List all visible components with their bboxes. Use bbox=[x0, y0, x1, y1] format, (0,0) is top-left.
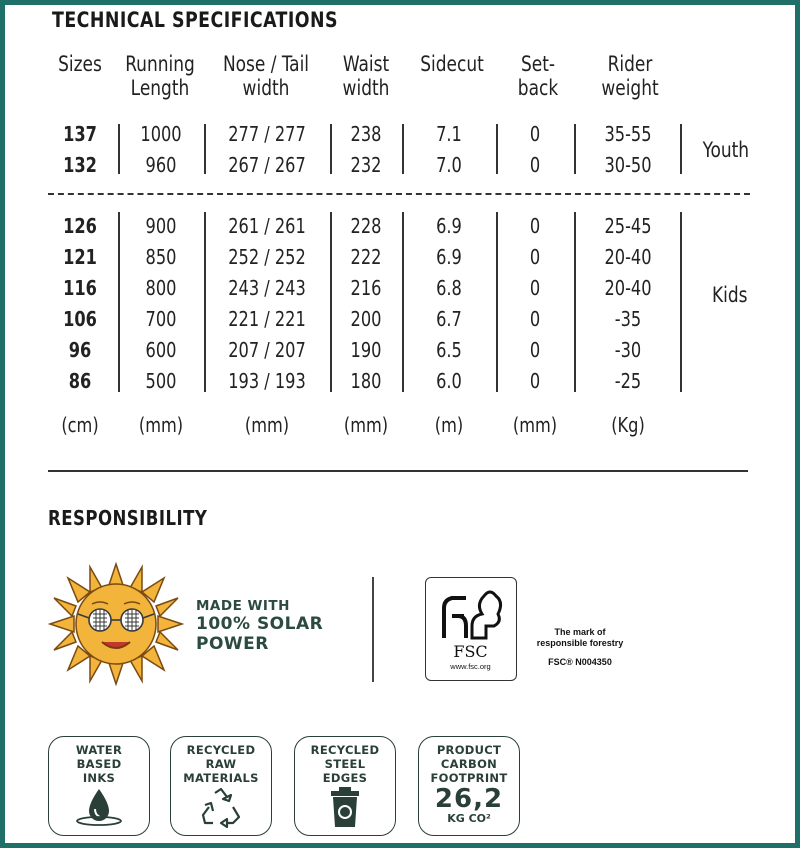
water-drop-icon bbox=[69, 785, 129, 827]
table-cell: 232 bbox=[350, 153, 382, 177]
unit-label: (mm) bbox=[244, 413, 290, 437]
table-cell: 6.7 bbox=[436, 307, 462, 331]
section-dashed-divider bbox=[48, 193, 750, 195]
table-cell: 0 bbox=[529, 122, 541, 146]
table-cell: 700 bbox=[145, 307, 177, 331]
carbon-footprint-value: 26,2 bbox=[434, 784, 504, 814]
table-cell: 6.9 bbox=[436, 245, 462, 269]
table-cell: 228 bbox=[350, 214, 382, 238]
header-waist-width: Waist width bbox=[342, 52, 390, 100]
table-cell: 0 bbox=[529, 307, 541, 331]
table-cell: 180 bbox=[350, 369, 382, 393]
table-cell: 0 bbox=[529, 153, 541, 177]
table-cell: 222 bbox=[350, 245, 382, 269]
solar-power-text: MADE WITH 100% SOLAR POWER bbox=[196, 598, 324, 654]
table-cell: 216 bbox=[350, 276, 382, 300]
unit-label: (m) bbox=[434, 413, 464, 437]
table-cell: 193 / 193 bbox=[228, 369, 306, 393]
table-cell: 6.0 bbox=[436, 369, 462, 393]
column-divider bbox=[402, 212, 404, 392]
carbon-footprint-unit: KG CO² bbox=[447, 812, 491, 825]
column-divider bbox=[204, 124, 206, 174]
column-divider bbox=[574, 212, 576, 392]
table-cell: 0 bbox=[529, 276, 541, 300]
table-cell: 900 bbox=[145, 214, 177, 238]
recycle-icon bbox=[199, 785, 243, 829]
table-cell: 0 bbox=[529, 369, 541, 393]
fsc-logo bbox=[425, 577, 517, 681]
table-cell: 20-40 bbox=[604, 276, 652, 300]
table-cell: 243 / 243 bbox=[228, 276, 306, 300]
table-cell: 850 bbox=[145, 245, 177, 269]
badge-water-based-inks: WATER BASED INKS bbox=[48, 736, 150, 836]
table-cell: 190 bbox=[350, 338, 382, 362]
badge-recycled-raw-materials: RECYCLED RAW MATERIALS bbox=[170, 736, 272, 836]
table-cell: 200 bbox=[350, 307, 382, 331]
unit-label: (cm) bbox=[61, 413, 99, 437]
table-cell: 35-55 bbox=[604, 122, 652, 146]
unit-label: (mm) bbox=[512, 413, 558, 437]
table-cell: 800 bbox=[145, 276, 177, 300]
sun-icon bbox=[46, 562, 186, 686]
table-cell: 132 bbox=[63, 153, 97, 177]
column-divider bbox=[402, 124, 404, 174]
fsc-tagline: The mark of responsible forestry FSC® N004350 bbox=[536, 627, 624, 667]
table-cell: 7.0 bbox=[436, 153, 462, 177]
section-divider bbox=[48, 470, 748, 472]
table-cell: 6.8 bbox=[436, 276, 462, 300]
column-divider bbox=[118, 212, 120, 392]
column-divider bbox=[496, 212, 498, 392]
unit-label: (mm) bbox=[343, 413, 389, 437]
column-divider bbox=[204, 212, 206, 392]
table-cell: 267 / 267 bbox=[228, 153, 306, 177]
table-cell: -25 bbox=[614, 369, 642, 393]
spec-title: TECHNICAL SPECIFICATIONS bbox=[52, 8, 338, 32]
table-cell: 121 bbox=[63, 245, 97, 269]
table-cell: -35 bbox=[614, 307, 642, 331]
logo-separator bbox=[372, 577, 374, 682]
table-cell: 86 bbox=[68, 369, 92, 393]
group-label-kids: Kids bbox=[711, 283, 748, 307]
responsibility-title: RESPONSIBILITY bbox=[48, 506, 208, 530]
table-cell: 25-45 bbox=[604, 214, 652, 238]
table-cell: 6.9 bbox=[436, 214, 462, 238]
recycle-bin-icon bbox=[325, 785, 365, 829]
table-cell: 277 / 277 bbox=[228, 122, 306, 146]
header-nose-tail-width: Nose / Tail width bbox=[222, 52, 310, 100]
table-cell: 126 bbox=[63, 214, 97, 238]
column-divider bbox=[680, 124, 682, 174]
badge-recycled-steel-edges: RECYCLED STEEL EDGES bbox=[294, 736, 396, 836]
table-cell: 6.5 bbox=[436, 338, 462, 362]
table-cell: -30 bbox=[614, 338, 642, 362]
table-cell: 106 bbox=[63, 307, 97, 331]
column-divider bbox=[496, 124, 498, 174]
table-cell: 96 bbox=[68, 338, 92, 362]
table-cell: 261 / 261 bbox=[228, 214, 306, 238]
table-cell: 116 bbox=[63, 276, 97, 300]
table-cell: 7.1 bbox=[436, 122, 462, 146]
header-running-length: Running Length bbox=[125, 52, 195, 100]
table-cell: 252 / 252 bbox=[228, 245, 306, 269]
table-cell: 0 bbox=[529, 214, 541, 238]
column-divider bbox=[118, 124, 120, 174]
table-cell: 207 / 207 bbox=[228, 338, 306, 362]
header-sidecut: Sidecut bbox=[420, 52, 484, 76]
badge-carbon-footprint: PRODUCT CARBON FOOTPRINT 26,2 KG CO² bbox=[418, 736, 520, 836]
table-cell: 500 bbox=[145, 369, 177, 393]
fsc-label: FSC bbox=[453, 642, 488, 661]
table-cell: 600 bbox=[145, 338, 177, 362]
header-setback: Set- back bbox=[517, 52, 559, 100]
table-cell: 0 bbox=[529, 245, 541, 269]
table-cell: 20-40 bbox=[604, 245, 652, 269]
table-cell: 1000 bbox=[140, 122, 182, 146]
header-rider-weight: Rider weight bbox=[601, 52, 659, 100]
column-divider bbox=[680, 212, 682, 392]
column-divider bbox=[330, 212, 332, 392]
table-cell: 238 bbox=[350, 122, 382, 146]
table-cell: 0 bbox=[529, 338, 541, 362]
header-sizes: Sizes bbox=[58, 52, 102, 76]
unit-label: (Kg) bbox=[611, 413, 645, 437]
fsc-url: www.fsc.org bbox=[450, 662, 491, 671]
table-cell: 137 bbox=[63, 122, 97, 146]
column-divider bbox=[330, 124, 332, 174]
table-cell: 221 / 221 bbox=[228, 307, 306, 331]
table-cell: 960 bbox=[145, 153, 177, 177]
group-label-youth: Youth bbox=[702, 138, 750, 162]
column-divider bbox=[574, 124, 576, 174]
fsc-tree-icon bbox=[436, 586, 506, 644]
table-cell: 30-50 bbox=[604, 153, 652, 177]
unit-label: (mm) bbox=[138, 413, 184, 437]
